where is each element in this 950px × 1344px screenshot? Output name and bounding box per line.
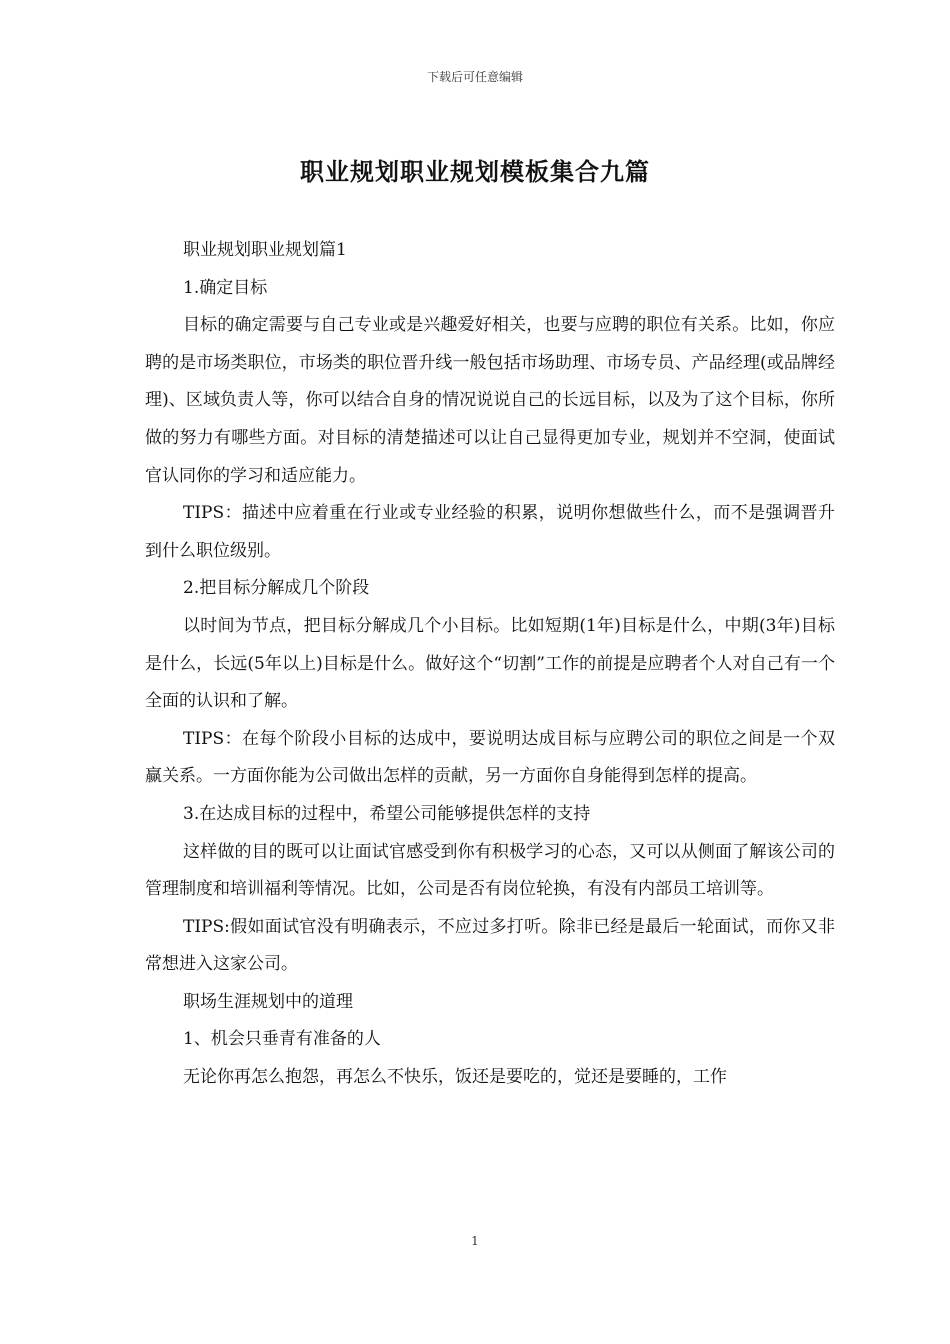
subheading: 2.把目标分解成几个阶段 <box>183 578 370 599</box>
subheading: 1.确定目标 <box>183 277 268 298</box>
subheading: 1、机会只垂青有准备的人 <box>183 1029 381 1050</box>
document-body <box>145 232 835 1097</box>
paragraph: 这样做的目的既可以让面试官感受到你有积极学习的心态，又可以从侧面了解该公司的管理制度和培训福利等情况。比如，公司是否有岗位轮换，有没有内部员工培训等。 <box>145 841 835 900</box>
section-heading: 职场生涯规划中的道理 <box>183 991 353 1012</box>
tips-paragraph: TIPS:假如面试官没有明确表示，不应过多打听。除非已经是最后一轮面试，而你又非常想进入这家公司。 <box>145 916 835 975</box>
document-title: 职业规划职业规划模板集合九篇 <box>300 157 650 186</box>
paragraph: 以时间为节点，把目标分解成几个小目标。比如短期(1年)目标是什么，中期(3年)目标是什么，长远(5年以上)目标是什么。做好这个“切割”工作的前提是应聘者个人对自己有一个全面的认识和了解。 <box>145 615 835 712</box>
tips-paragraph: TIPS：描述中应着重在行业或专业经验的积累，说明你想做些什么，而不是强调晋升到什么职位级别。 <box>145 503 835 561</box>
subheading: 3.在达成目标的过程中，希望公司能够提供怎样的支持 <box>183 803 591 824</box>
paragraph: 无论你再怎么抱怨，再怎么不快乐，饭还是要吃的，觉还是要睡的，工作 <box>183 1067 727 1088</box>
tips-paragraph: TIPS：在每个阶段小目标的达成中，要说明达成目标与应聘公司的职位之间是一个双赢关系。一方面你能为公司做出怎样的贡献，另一方面你自身能得到怎样的提高。 <box>145 728 835 787</box>
paragraph: 目标的确定需要与自己专业或是兴趣爱好相关，也要与应聘的职位有关系。比如，你应聘的是市场类职位，市场类的职位晋升线一般包括市场助理、市场专员、产品经理(或品牌经理)、区域负责人等，你可以结合自身的情况说说自己的长远目标，以及为了这个目标，你所做的努力有哪些方面。对目标的清楚描述可以让自己显得更加专业，规划并不空洞，使面试官认同你的学习和适应能力。 <box>145 315 835 486</box>
section-heading: 职业规划职业规划篇1 <box>183 240 347 260</box>
page-number: 1 <box>471 1234 479 1248</box>
header-note: 下载后可任意编辑 <box>426 70 523 84</box>
